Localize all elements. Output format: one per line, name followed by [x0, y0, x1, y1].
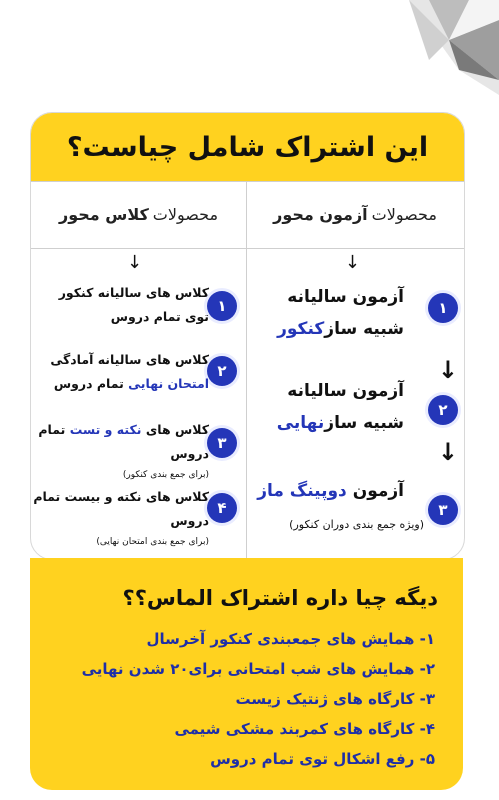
list-item	[30, 348, 209, 396]
badge-4: ۴	[207, 493, 237, 523]
item-line: آزمون سالیانه	[287, 381, 404, 401]
column-header-class	[31, 181, 246, 248]
list-item	[229, 475, 404, 507]
badge-1: ۱	[428, 293, 458, 323]
badge-2: ۲	[207, 356, 237, 386]
column-header-class-prefix: محصولات	[152, 205, 219, 224]
extras-panel	[30, 558, 463, 790]
list-item: ۳- کارگاه های ژنتیک زیست	[235, 690, 435, 708]
column-header-class-bold: کلاس محور	[59, 205, 149, 224]
item-line: آزمون دوپینگ ماز	[257, 481, 404, 501]
item-line: کلاس های نکته و تست تمام دروس	[38, 422, 209, 461]
item-subtext: (برای جمع بندی امتحان نهایی)	[96, 537, 209, 547]
extras-title: دیگه چیا داره اشتراک الماس؟؟	[122, 586, 438, 610]
subscription-card	[30, 112, 465, 560]
list-item	[30, 485, 209, 551]
item-subtext: (برای جمع بندی کنکور)	[122, 470, 209, 480]
item-line: کلاس های نکته و بیست تمام دروس	[33, 489, 209, 528]
item-line: کلاس های سالیانه کنکور	[58, 285, 209, 300]
item-line: امتحان نهایی تمام دروس	[53, 376, 209, 391]
item-line: شبیه سازنهایی	[276, 413, 404, 433]
list-item	[254, 375, 404, 439]
badge-2: ۲	[428, 395, 458, 425]
column-header-exam-prefix: محصولات	[371, 205, 437, 224]
badge-1: ۱	[207, 291, 237, 321]
arrow-down-icon: ↓	[344, 252, 360, 273]
column-header-exam-bold: آزمون محور	[273, 205, 368, 224]
diamond-icon	[389, 0, 499, 110]
card-title: این اشتراک شامل چیاست؟	[66, 131, 429, 163]
item-line: توی تمام دروس	[110, 309, 209, 324]
card-header	[31, 113, 464, 182]
arrow-down-icon: ↓	[437, 438, 458, 466]
item-subtext: (ویژه جمع بندی دوران کنکور)	[289, 518, 424, 531]
item-line: آزمون سالیانه	[287, 287, 404, 307]
list-item	[30, 418, 209, 484]
column-header-exam	[246, 181, 464, 248]
item-line: شبیه سازکنکور	[277, 319, 404, 339]
list-item: ۲- همایش های شب امتحانی برای۲۰ شدن نهایی	[81, 660, 435, 678]
list-item: ۱- همایش های جمعبندی کنکور آخرسال	[146, 630, 435, 648]
list-item	[30, 281, 209, 329]
arrow-down-icon: ↓	[437, 356, 458, 384]
list-item: ۵- رفع اشکال توی تمام دروس	[210, 750, 435, 768]
item-line: کلاس های سالیانه آمادگی	[50, 352, 209, 367]
list-item	[254, 281, 404, 345]
badge-3: ۳	[207, 428, 237, 458]
extras-list	[82, 624, 435, 774]
badge-3: ۳	[428, 495, 458, 525]
arrow-down-icon: ↓	[127, 252, 143, 273]
list-item: ۴- کارگاه های کمربند مشکی شیمی	[174, 720, 435, 738]
column-headers	[31, 181, 464, 249]
